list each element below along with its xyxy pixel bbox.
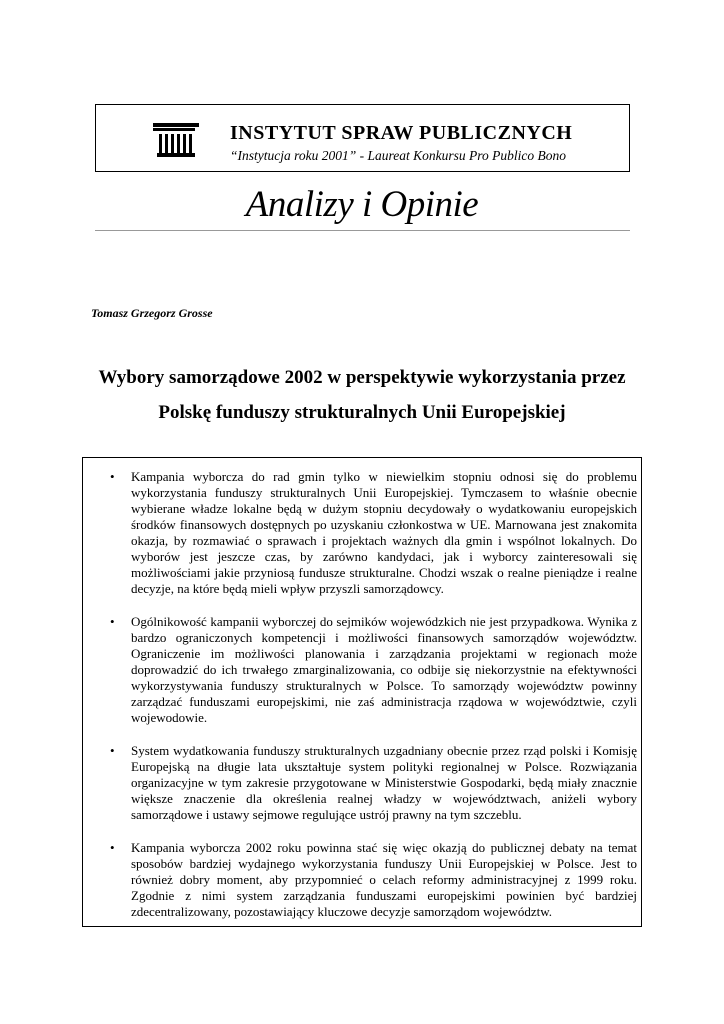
series-divider <box>95 230 630 231</box>
institute-name: INSTYTUT SPRAW PUBLICZNYCH <box>230 122 573 144</box>
summary-point <box>110 469 637 597</box>
institute-tagline: “Instytucja roku 2001” - Laureat Konkursu Pro Publico Bono <box>230 148 566 163</box>
columns-logo-icon <box>153 123 199 157</box>
bullet-icon: • <box>110 743 115 758</box>
bullet-icon: • <box>110 469 115 484</box>
summary-point <box>110 840 637 920</box>
summary-point <box>110 743 637 823</box>
summary-list <box>110 469 637 937</box>
title-line-1: Wybory samorządowe 2002 w perspektywie wykorzystania przez <box>98 367 626 388</box>
summary-point-text: Kampania wyborcza 2002 roku powinna stać się więc okazją do publicznej debaty na temat sposobów bardziej wydajnego wykorzystania funduszy Unii Europejskiej w Polsce. Jest to również dobry moment, aby przypomnieć o celach reformy administracyjnej z 1999 roku. Zgodnie z nimi system zarządzania funduszami europejskimi powinien być bardziej zdecentralizowany, pozostawiający kluczowe decyzje samorządom województw. <box>131 840 637 919</box>
document-title <box>70 360 654 430</box>
bullet-icon: • <box>110 840 115 855</box>
institute-header <box>95 104 630 172</box>
bullet-icon: • <box>110 614 115 629</box>
author-name: Tomasz Grzegorz Grosse <box>91 306 213 320</box>
summary-box <box>82 457 642 927</box>
summary-point-text: System wydatkowania funduszy strukturalnych uzgadniany obecnie przez rząd polski i Komisję Europejską na długie lata ukształtuje system polityki regionalnej w Polsce. Rozwiązania organizacyjne w tym zakresie przygotowane w Ministerstwie Gospodarki, będą miały znacznie większe znaczenie dla określenia realnej władzy w województwach, aniżeli wybory samorządowe i ustawy sejmowe regulujące ustrój prawny na tym szczeblu. <box>131 743 637 822</box>
title-line-2: Polskę funduszy strukturalnych Unii Europejskiej <box>158 402 566 423</box>
series-title: Analizy i Opinie <box>245 184 479 225</box>
summary-point-text: Ogólnikowość kampanii wyborczej do sejmików wojewódzkich nie jest przypadkowa. Wynika z bardzo ograniczonych kompetencji i możliwości finansowych samorządów województw. Ograniczenie im możliwości planowania i zarządzania projektami w regionach może doprowadzić do ich trwałego zmarginalizowania, co odbije się niekorzystnie na efektywności wykorzystywania funduszy strukturalnych w Polsce. To samorządy województw powinny zarządzać funduszami europejskimi, nie zaś administracja rządowa w województwie, czyli wojewodowie. <box>131 614 637 725</box>
summary-point <box>110 614 637 726</box>
summary-point-text: Kampania wyborcza do rad gmin tylko w niewielkim stopniu odnosi się do problemu wykorzystania funduszy strukturalnych Unii Europejskiej. Tymczasem to właśnie obecnie wybierane władze lokalne będą w dużym stopniu decydowały o wydatkowaniu europejskich środków finansowych dostępnych po uzyskaniu członkostwa w UE. Marnowana jest znakomita okazja, by rozmawiać o sprawach i projektach ważnych dla gmin i wspólnot lokalnych. Do wyborów jest jeszcze czas, by zarówno kandydaci, jak i wyborcy zainteresowali się możliwościami jakie przyniosą fundusze strukturalne. Chodzi wszak o realne pieniądze i realne decyzje, na które będą mieli wpływ przyszli samorządowcy. <box>131 469 637 596</box>
